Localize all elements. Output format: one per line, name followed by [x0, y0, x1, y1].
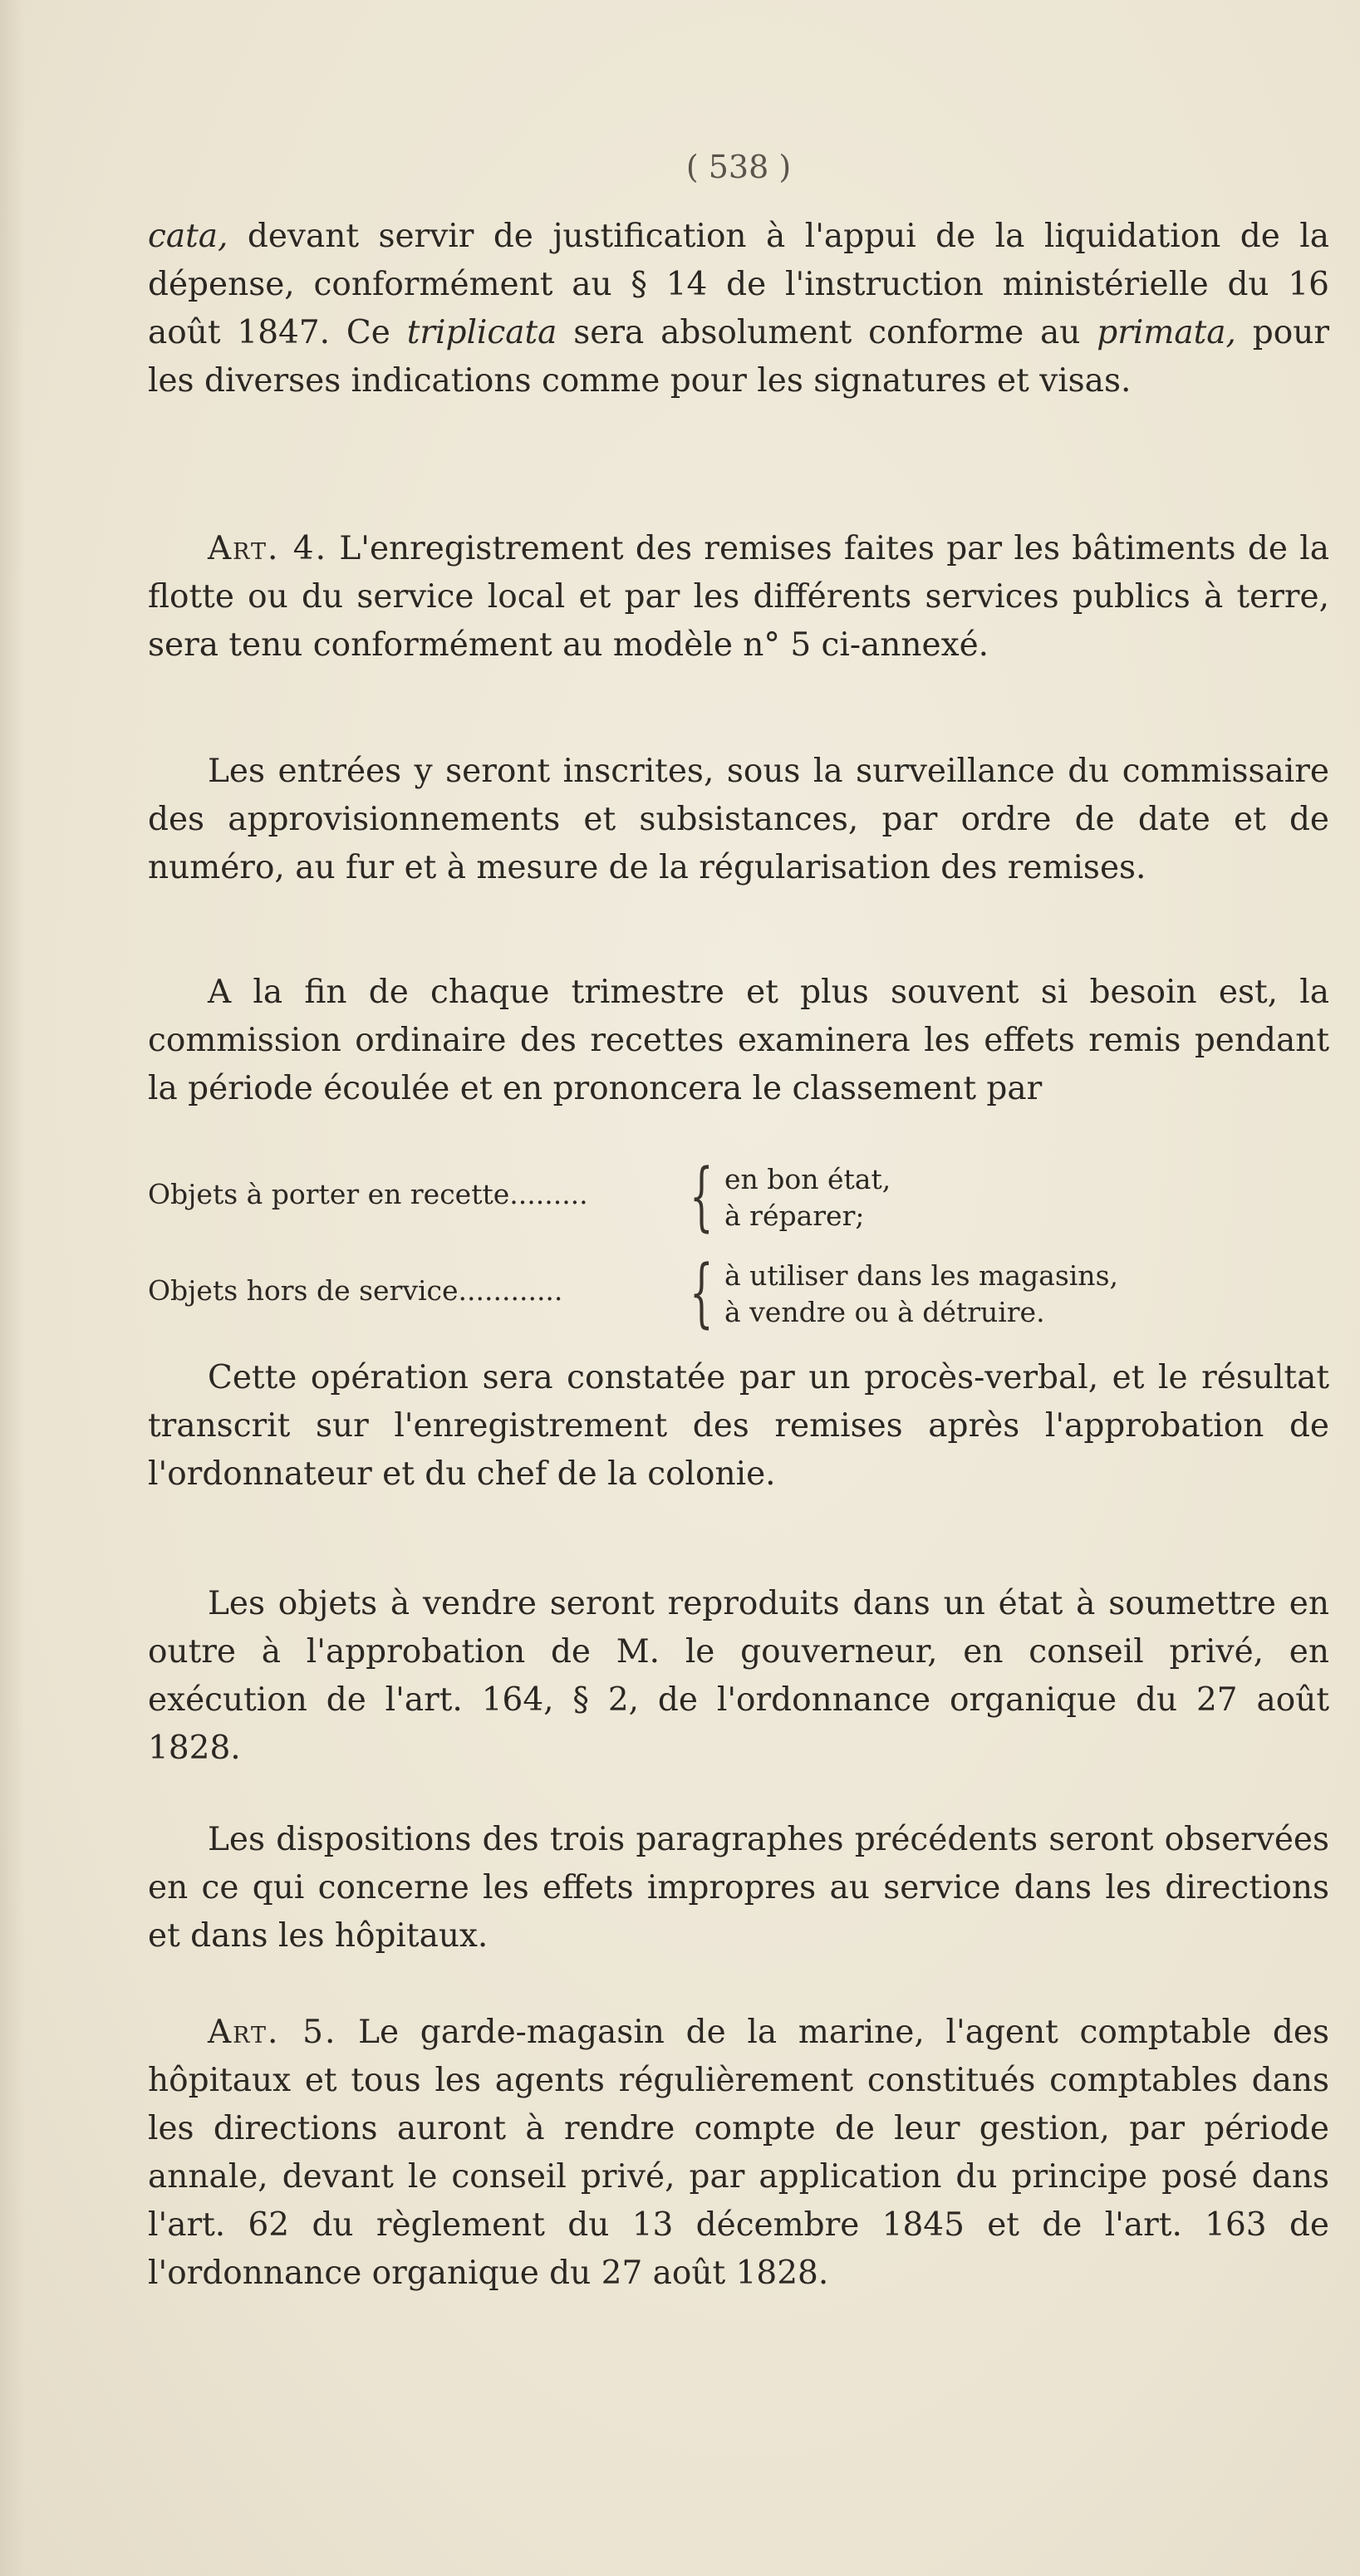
- article-text: Le garde-magasin de la marine, l'agent comptable des hôpitaux et tous les agents régulièrement constitués comptables dans les directions auront à rendre compte de leur gestion, par période annale, devant le conseil privé, par application du principe posé dans l'art. 62 du règlement du 13 décembre 1845 et de l'art. 163 de l'ordonnance organique du 27 août 1828.: [148, 2014, 1329, 2292]
- paragraph-proces-verbal: Cette opération sera constatée par un procès-verbal, et le résultat transcrit sur l'enregistrement des remises après l'approbation de l'ordonnateur et du chef de la colonie.: [148, 1359, 1329, 1493]
- article-label: Art. 5.: [208, 2014, 337, 2051]
- italic-term-triplicata: triplicata: [406, 314, 557, 351]
- brace-glyph: {: [690, 1153, 714, 1240]
- paragraph-article-5: [148, 2009, 1329, 2298]
- classement-label: Objets hors de service............: [148, 1274, 563, 1307]
- paragraph-dispositions: Les dispositions des trois paragraphes précédents seront observées en ce qui concerne les effets impropres au service dans les directions et dans les hôpitaux.: [148, 1821, 1329, 1955]
- classement-option: en bon état,: [724, 1163, 891, 1195]
- italic-term-primata: primata,: [1097, 314, 1236, 351]
- classement-options: [724, 1258, 1118, 1331]
- paragraph-text: pour les diverses indications comme pour les signatures et visas.: [148, 314, 1329, 400]
- page-edge-shadow: [0, 0, 25, 2576]
- paragraph-continuation: [148, 213, 1329, 405]
- paragraph-objets-vendre: Les objets à vendre seront reproduits dans un état à soumettre en outre à l'approbation de M. le gouverneur, en conseil privé, en exécution de l'art. 164, § 2, de l'ordonnance organique du 27 août 1828.: [148, 1585, 1329, 1767]
- paragraph-commission: A la fin de chaque trimestre et plus souvent si besoin est, la commission ordinaire des recettes examinera les effets remis pendant la période écoulée et en prononcera le classement par: [148, 974, 1329, 1107]
- article-label: Art. 4.: [208, 530, 327, 567]
- classement-option: à réparer;: [724, 1200, 865, 1232]
- page-number: ( 538 ): [685, 149, 792, 185]
- classement-options: [724, 1161, 891, 1234]
- paragraph-text: sera absolument conforme au: [557, 314, 1097, 351]
- brace-glyph: {: [690, 1249, 714, 1337]
- classement-label: Objets à porter en recette.........: [148, 1178, 588, 1210]
- paragraph-article-4: [148, 525, 1329, 670]
- paragraph-entrees: Les entrées y seront inscrites, sous la surveillance du commissaire des approvisionnements et subsistances, par ordre de date et de numéro, au fur et à mesure de la régularisation des remises.: [148, 753, 1329, 886]
- paragraph-text: devant servir de justification à l'appui de la liquidation de la dépense, conformément au § 14 de l'instruction ministérielle du 16 août 1847. Ce: [148, 218, 1329, 351]
- article-text: L'enregistrement des remises faites par les bâtiments de la flotte ou du service local et par les différents services publics à terre, sera tenu conformément au modèle n° 5 ci-annexé.: [148, 530, 1329, 664]
- classement-option: à utiliser dans les magasins,: [724, 1259, 1118, 1292]
- italic-fragment-cata: cata,: [148, 218, 228, 255]
- classement-option: à vendre ou à détruire.: [724, 1296, 1045, 1328]
